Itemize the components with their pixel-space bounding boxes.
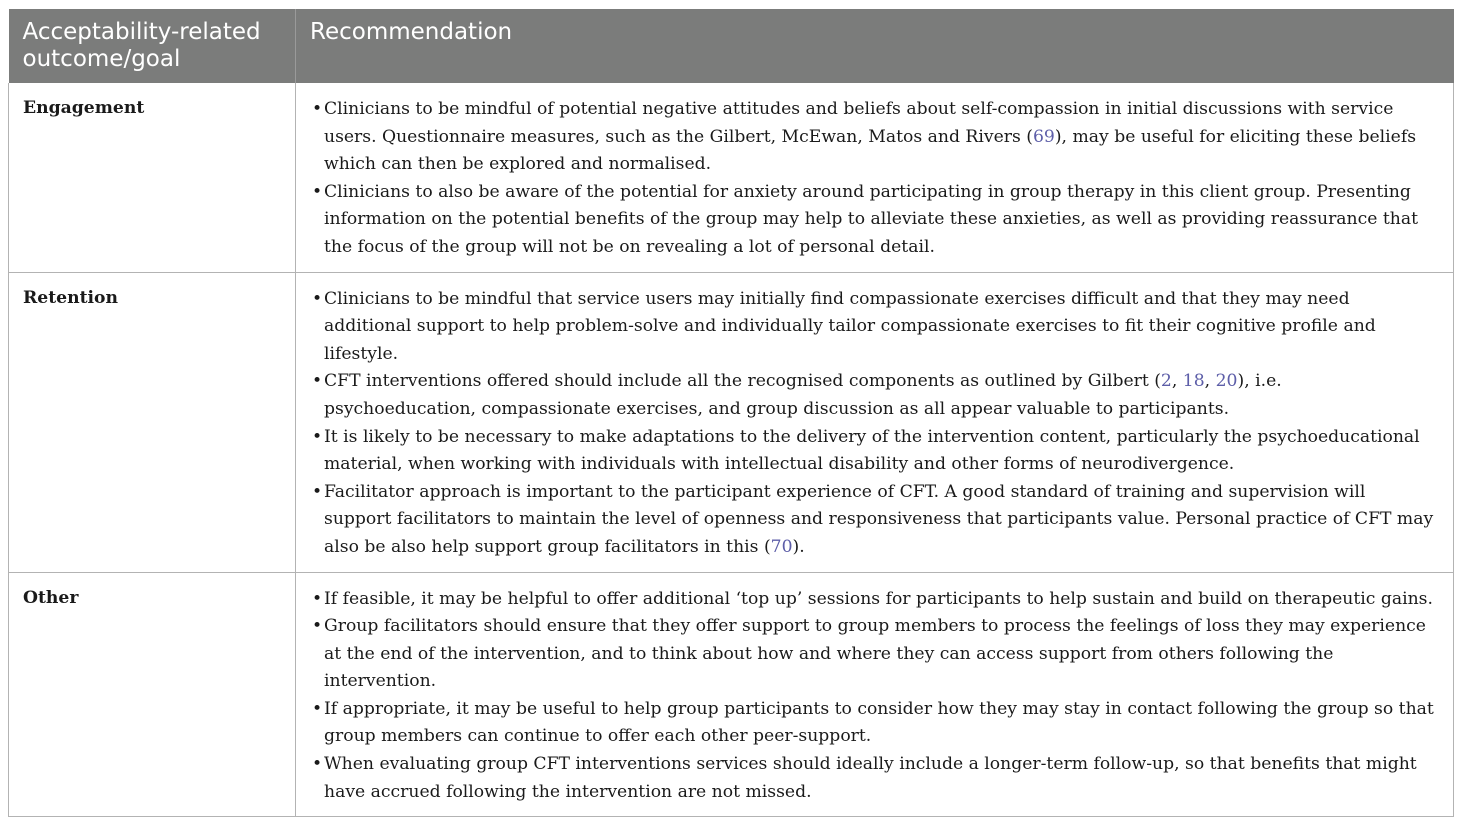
recommendation-list xyxy=(312,586,1435,807)
goal-cell: Retention xyxy=(9,272,296,572)
recommendation-cell xyxy=(296,572,1454,817)
recommendation-item xyxy=(312,424,1435,479)
bullet-icon: • xyxy=(312,698,323,719)
recommendation-text: When evaluating group CFT interventions services should ideally include a longer-term follow-up, so that benefits that might have accrued following the intervention are not missed. xyxy=(324,754,1417,802)
recommendations-table xyxy=(8,9,1454,817)
recommendation-list xyxy=(312,96,1435,262)
bullet-icon: • xyxy=(312,288,323,309)
separator-text: , xyxy=(1171,371,1183,392)
recommendation-text: Clinicians to be mindful that service users may initially find compassionate exercises difficult and that they may need additional support to help problem-solve and individually tailor compassionate exercises to fit their cognitive profile and lifestyle. xyxy=(324,288,1376,364)
recommendation-item xyxy=(312,96,1435,179)
recommendation-cell xyxy=(296,272,1454,572)
recommendation-text: CFT interventions offered should include all the recognised components as outlined by Gilbert ( xyxy=(324,371,1161,392)
table-row-retention xyxy=(9,272,1454,572)
table-header xyxy=(9,9,1454,83)
header-recommendation: Recommendation xyxy=(296,9,1454,83)
table-row-engagement xyxy=(9,83,1454,272)
goal-cell: Other xyxy=(9,572,296,817)
bullet-icon: • xyxy=(312,426,323,447)
recommendation-text: Clinicians to be mindful of potential negative attitudes and beliefs about self-compassion in initial discussions with service users. Questionnaire measures, such as the Gilbert, McEwan, Matos and Rivers ( xyxy=(324,99,1394,147)
recommendation-text: ), i.e. psychoeducation, compassionate exercises, and group discussion as all appear valuable to participants. xyxy=(324,371,1282,419)
recommendation-text: ). xyxy=(792,536,805,557)
recommendation-text: If feasible, it may be helpful to offer additional ‘top up’ sessions for participants to help sustain and build on therapeutic gains. xyxy=(324,588,1433,609)
recommendation-list xyxy=(312,286,1435,562)
recommendation-text: ), may be useful for eliciting these beliefs which can then be explored and normalised. xyxy=(324,126,1417,175)
recommendation-text: Clinicians to also be aware of the potential for anxiety around participating in group therapy in this client group. Presenting information on the potential benefits of the group may help to alleviate these anxieties, as well as providing reassurance that the focus of the group will not be on revealing a lot of personal detail. xyxy=(324,181,1419,257)
bullet-icon: • xyxy=(312,616,323,637)
bullet-icon: • xyxy=(312,181,323,202)
reference-link[interactable]: 20 xyxy=(1215,371,1238,392)
reference-link[interactable]: 18 xyxy=(1182,371,1205,392)
recommendation-item xyxy=(312,286,1435,369)
separator-text: , xyxy=(1204,371,1216,392)
recommendation-text: It is likely to be necessary to make adaptations to the delivery of the intervention content, particularly the psychoeducational material, when working with individuals with intellectual disability and other forms of neurodivergence. xyxy=(324,426,1420,475)
recommendation-cell xyxy=(296,83,1454,272)
recommendation-item xyxy=(312,479,1435,562)
recommendation-item xyxy=(312,179,1435,262)
table-row-other xyxy=(9,572,1454,817)
recommendation-text: Group facilitators should ensure that they offer support to group members to process the feelings of loss they may experience at the end of the intervention, and to think about how and where they can access support from others following the intervention. xyxy=(324,616,1426,692)
goal-cell: Engagement xyxy=(9,83,296,272)
recommendation-text: Facilitator approach is important to the participant experience of CFT. A good standard of training and supervision will support facilitators to maintain the level of openness and responsiveness that participants value. Personal practice of CFT may also be also help support group facilitators in this ( xyxy=(324,481,1434,557)
bullet-icon: • xyxy=(312,588,323,609)
bullet-icon: • xyxy=(312,371,323,392)
recommendation-item xyxy=(312,751,1435,806)
bullet-icon: • xyxy=(312,481,323,502)
header-row xyxy=(9,9,1454,83)
reference-link[interactable]: 2 xyxy=(1160,371,1172,392)
recommendation-item xyxy=(312,696,1435,751)
header-outcome-goal: Acceptability-related outcome/goal xyxy=(9,9,296,83)
table-body xyxy=(9,83,1454,817)
reference-link[interactable]: 69 xyxy=(1032,126,1055,147)
bullet-icon: • xyxy=(312,99,323,119)
recommendation-item xyxy=(312,613,1435,696)
recommendation-text: If appropriate, it may be useful to help group participants to consider how they may stay in contact following the group so that group members can continue to offer each other peer-support. xyxy=(324,698,1434,747)
recommendation-item xyxy=(312,586,1435,614)
reference-link[interactable]: 70 xyxy=(770,536,793,557)
recommendation-item xyxy=(312,368,1435,423)
bullet-icon: • xyxy=(312,754,323,775)
